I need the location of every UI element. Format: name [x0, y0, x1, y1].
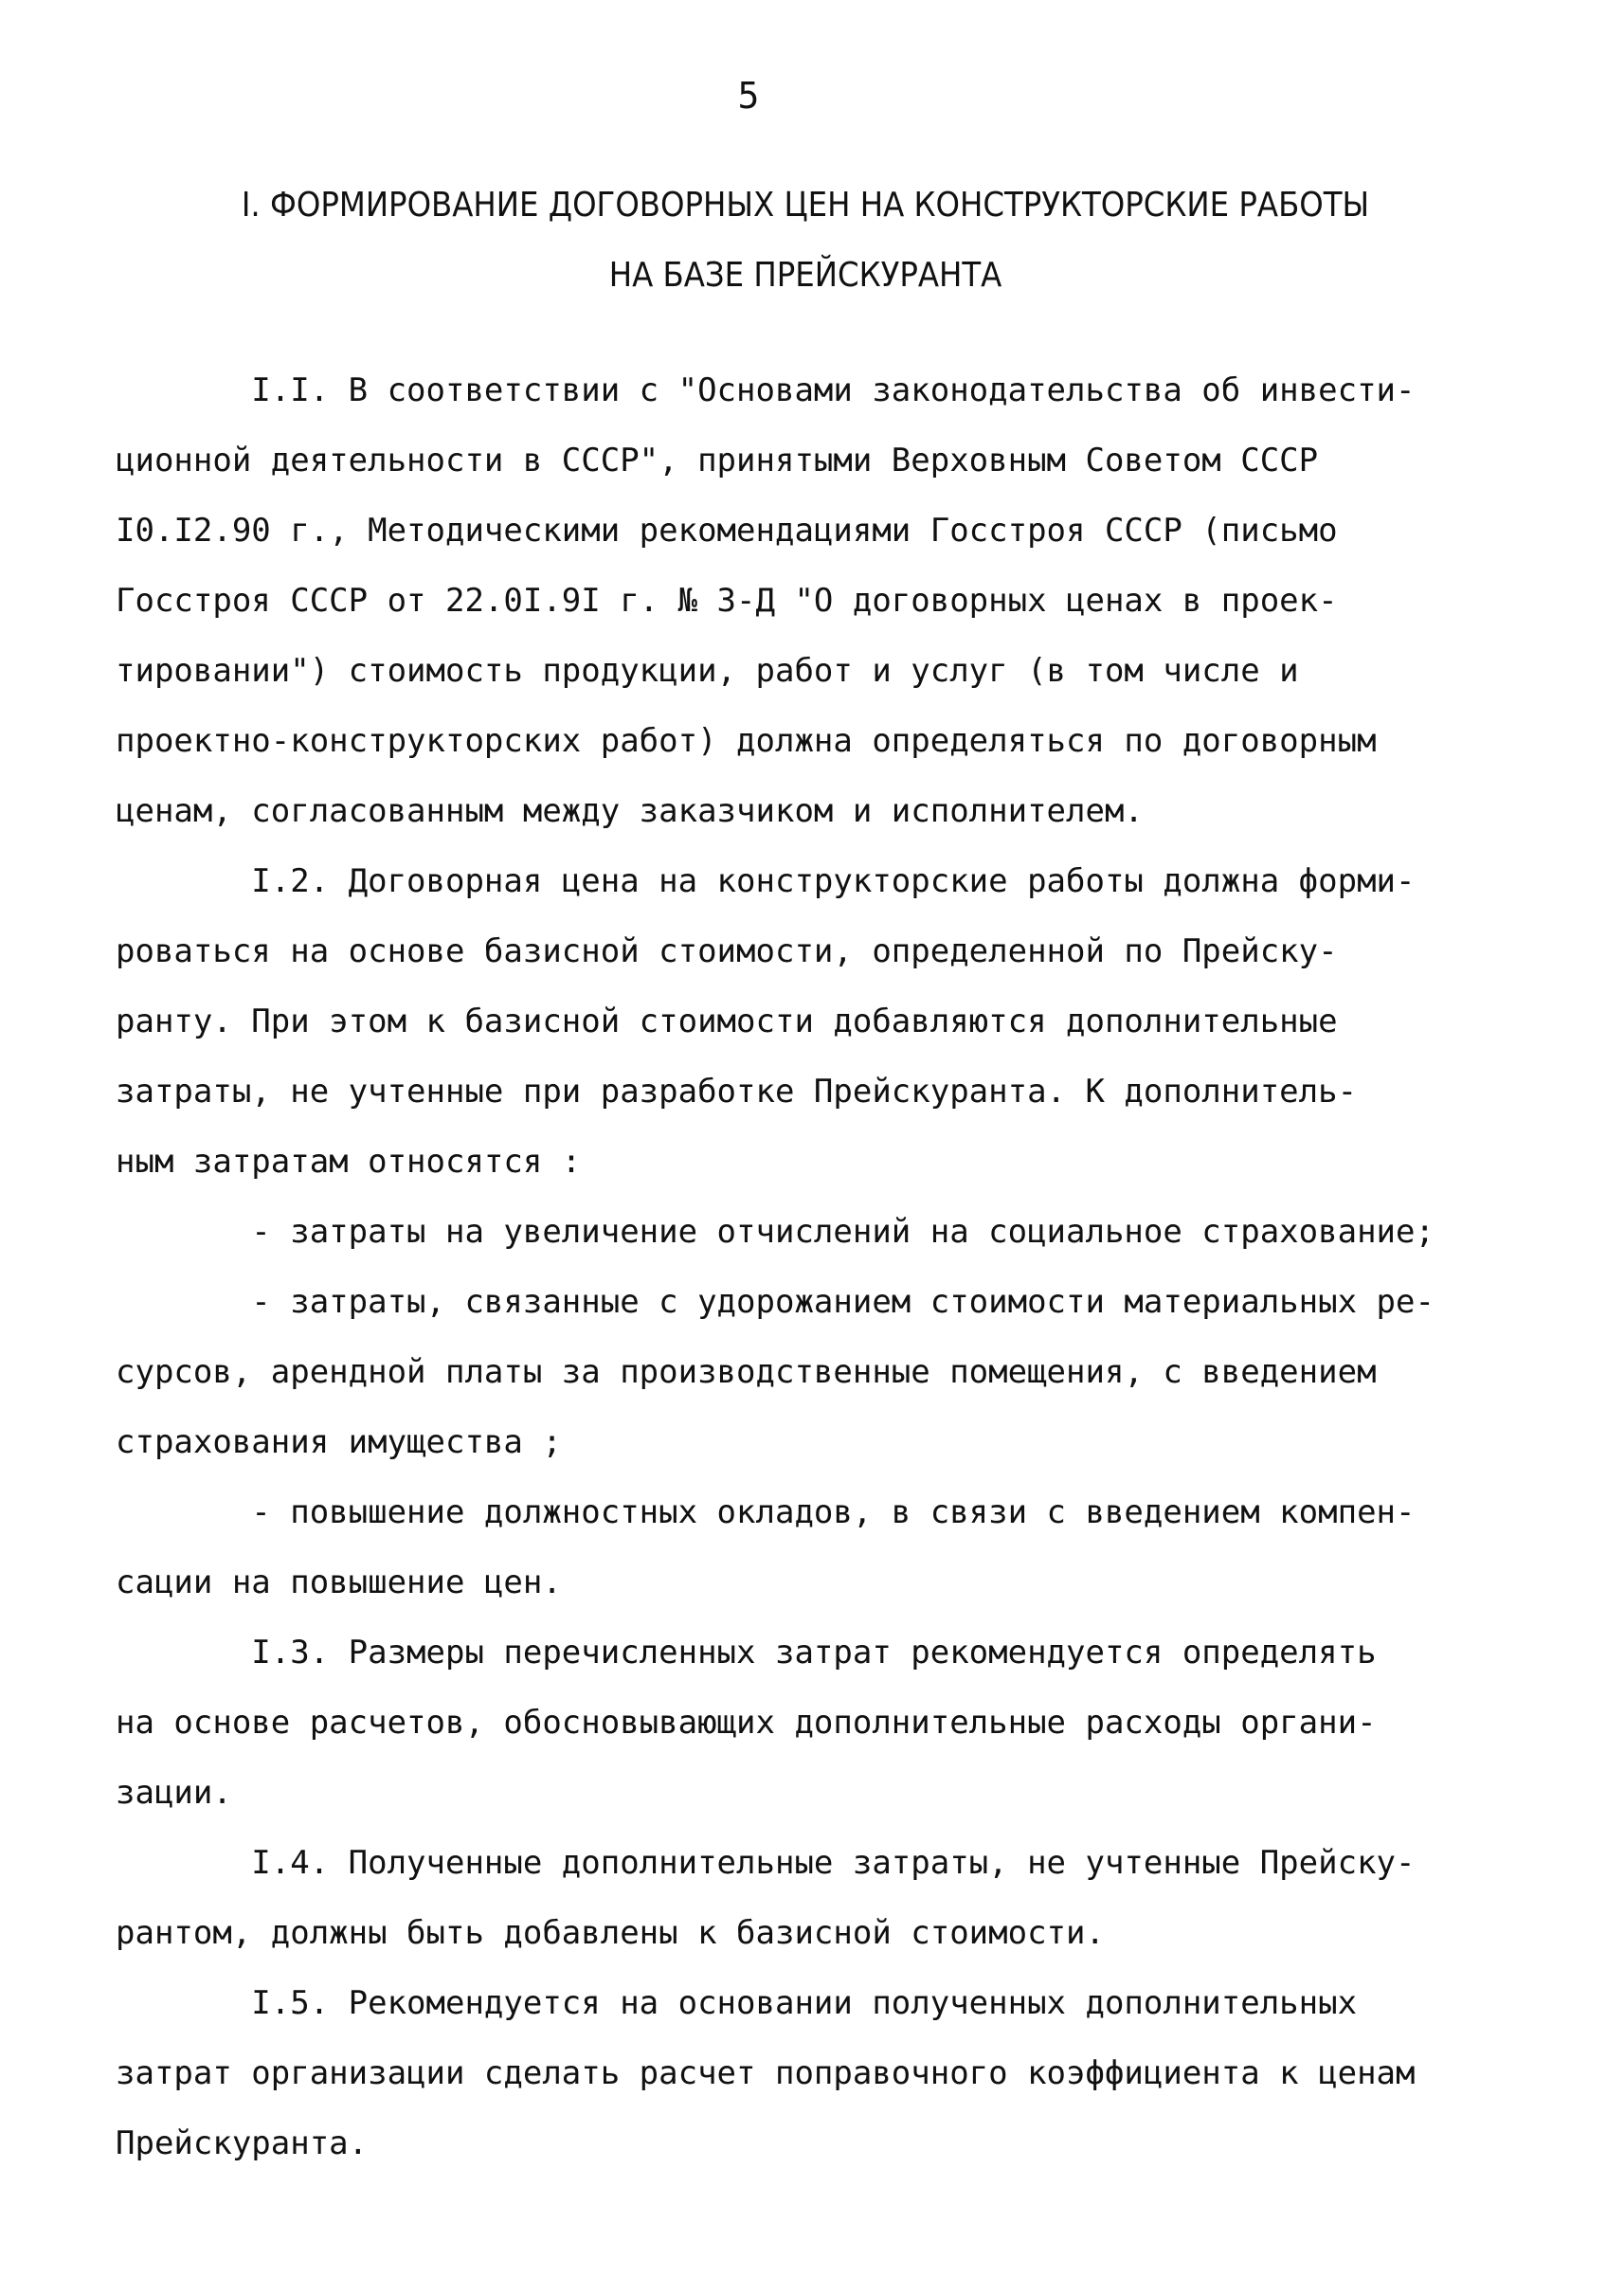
text-line: - затраты, связанные с удорожанием стоимости материальных ре-: [116, 1283, 1435, 1321]
text-line: проектно-конструкторских работ) должна определяться по договорным: [116, 722, 1377, 760]
text-line: на основе расчетов, обосновывающих дополнительные расходы органи-: [116, 1704, 1377, 1742]
text-line: Госстроя СССР от 22.0I.9I г. № 3-Д "О договорных ценах в проек-: [116, 582, 1338, 620]
text-line: I.4. Полученные дополнительные затраты, не учтенные Прейску-: [116, 1844, 1416, 1882]
text-line: тировании") стоимость продукции, работ и услуг (в том числе и: [116, 652, 1299, 690]
page-number: 5: [737, 75, 760, 117]
text-line: сации на повышение цен.: [116, 1563, 562, 1601]
text-line: I.5. Рекомендуется на основании полученных дополнительных: [116, 1984, 1358, 2022]
text-line: I.2. Договорная цена на конструкторские работы должна форми-: [116, 862, 1416, 900]
text-line: рантом, должны быть добавлены к базисной стоимости.: [116, 1914, 1105, 1952]
section-title-line-2: НА БАЗЕ ПРЕЙСКУРАНТА: [608, 256, 1002, 295]
text-line: - затраты на увеличение отчислений на социальное страхование;: [116, 1213, 1435, 1251]
text-line: затрат организации сделать расчет поправочного коэффициента к ценам: [116, 2054, 1416, 2092]
text-line: роваться на основе базисной стоимости, определенной по Прейску-: [116, 932, 1338, 970]
section-title-line-1: I. ФОРМИРОВАНИЕ ДОГОВОРНЫХ ЦЕН НА КОНСТРУКТОРСКИЕ РАБОТЫ: [241, 186, 1370, 225]
text-line: зации.: [116, 1774, 232, 1812]
text-line: ным затратам относятся :: [116, 1143, 582, 1181]
body-text: [116, 355, 1518, 2178]
text-line: I0.I2.90 г., Методическими рекомендациями Госстроя СССР (письмо: [116, 512, 1338, 550]
text-line: I.3. Размеры перечисленных затрат рекомендуется определять: [116, 1634, 1377, 1672]
text-line: - повышение должностных окладов, в связи с введением компен-: [116, 1493, 1416, 1531]
section-title: [114, 171, 1497, 311]
text-line: страхования имущества ;: [116, 1423, 562, 1461]
text-line: Прейскуранта.: [116, 2124, 369, 2162]
text-line: I.I. В соответствии с "Основами законодательства об инвести-: [116, 371, 1416, 409]
text-line: ранту. При этом к базисной стоимости добавляются дополнительные: [116, 1003, 1338, 1040]
text-line: затраты, не учтенные при разработке Прейскуранта. К дополнитель-: [116, 1073, 1358, 1111]
text-line: ционной деятельности в СССР", принятыми Верховным Советом СССР: [116, 442, 1319, 479]
text-line: ценам, согласованным между заказчиком и исполнителем.: [116, 792, 1144, 830]
text-line: сурсов, арендной платы за производственные помещения, с введением: [116, 1353, 1377, 1391]
